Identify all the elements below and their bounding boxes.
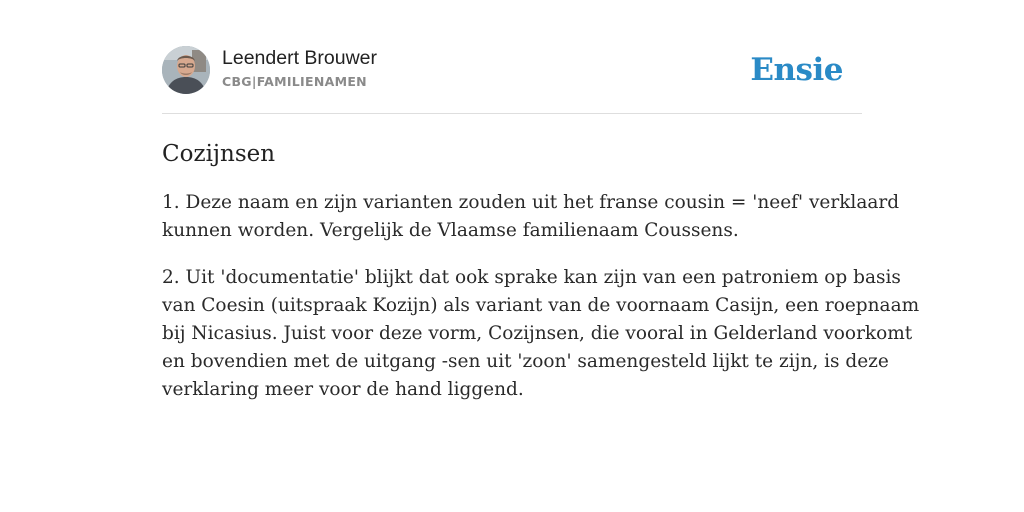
ensie-logo-link[interactable]: Ensie <box>750 52 843 88</box>
paragraph-2-line: en bovendien met de uitgang -sen uit 'zoon' samengesteld lijkt te zijn, is deze <box>162 351 889 372</box>
paragraph-1-line: kunnen worden. Vergelijk de Vlaamse familienaam Coussens. <box>162 220 739 241</box>
author-name[interactable]: Leendert Brouwer <box>222 47 378 69</box>
paragraph-2-line: van Coesin (uitspraak Kozijn) als variant van de voornaam Casijn, een roepnaam <box>162 295 920 316</box>
author-photo-icon <box>162 46 210 94</box>
entry-paragraph-2 <box>162 264 920 404</box>
paragraph-2-line: bij Nicasius. Juist voor deze vorm, Cozijnsen, die vooral in Gelderland voorkomt <box>162 323 913 344</box>
paragraph-2-line: 2. Uit 'documentatie' blijkt dat ook sprake kan zijn van een patroniem op basis <box>162 267 901 288</box>
author-avatar[interactable] <box>162 46 210 94</box>
entry-paragraph-1 <box>162 189 900 245</box>
entry-title: Cozijnsen <box>162 141 276 167</box>
entry-header <box>162 44 862 114</box>
author-block <box>222 46 377 90</box>
paragraph-2-line: verklaring meer voor de hand liggend. <box>162 379 524 400</box>
paragraph-1-line: 1. Deze naam en zijn varianten zouden uit het franse cousin = 'neef' verklaard <box>162 192 900 213</box>
author-source[interactable]: CBG|FAMILIENAMEN <box>222 74 367 89</box>
entry-card <box>162 44 920 404</box>
